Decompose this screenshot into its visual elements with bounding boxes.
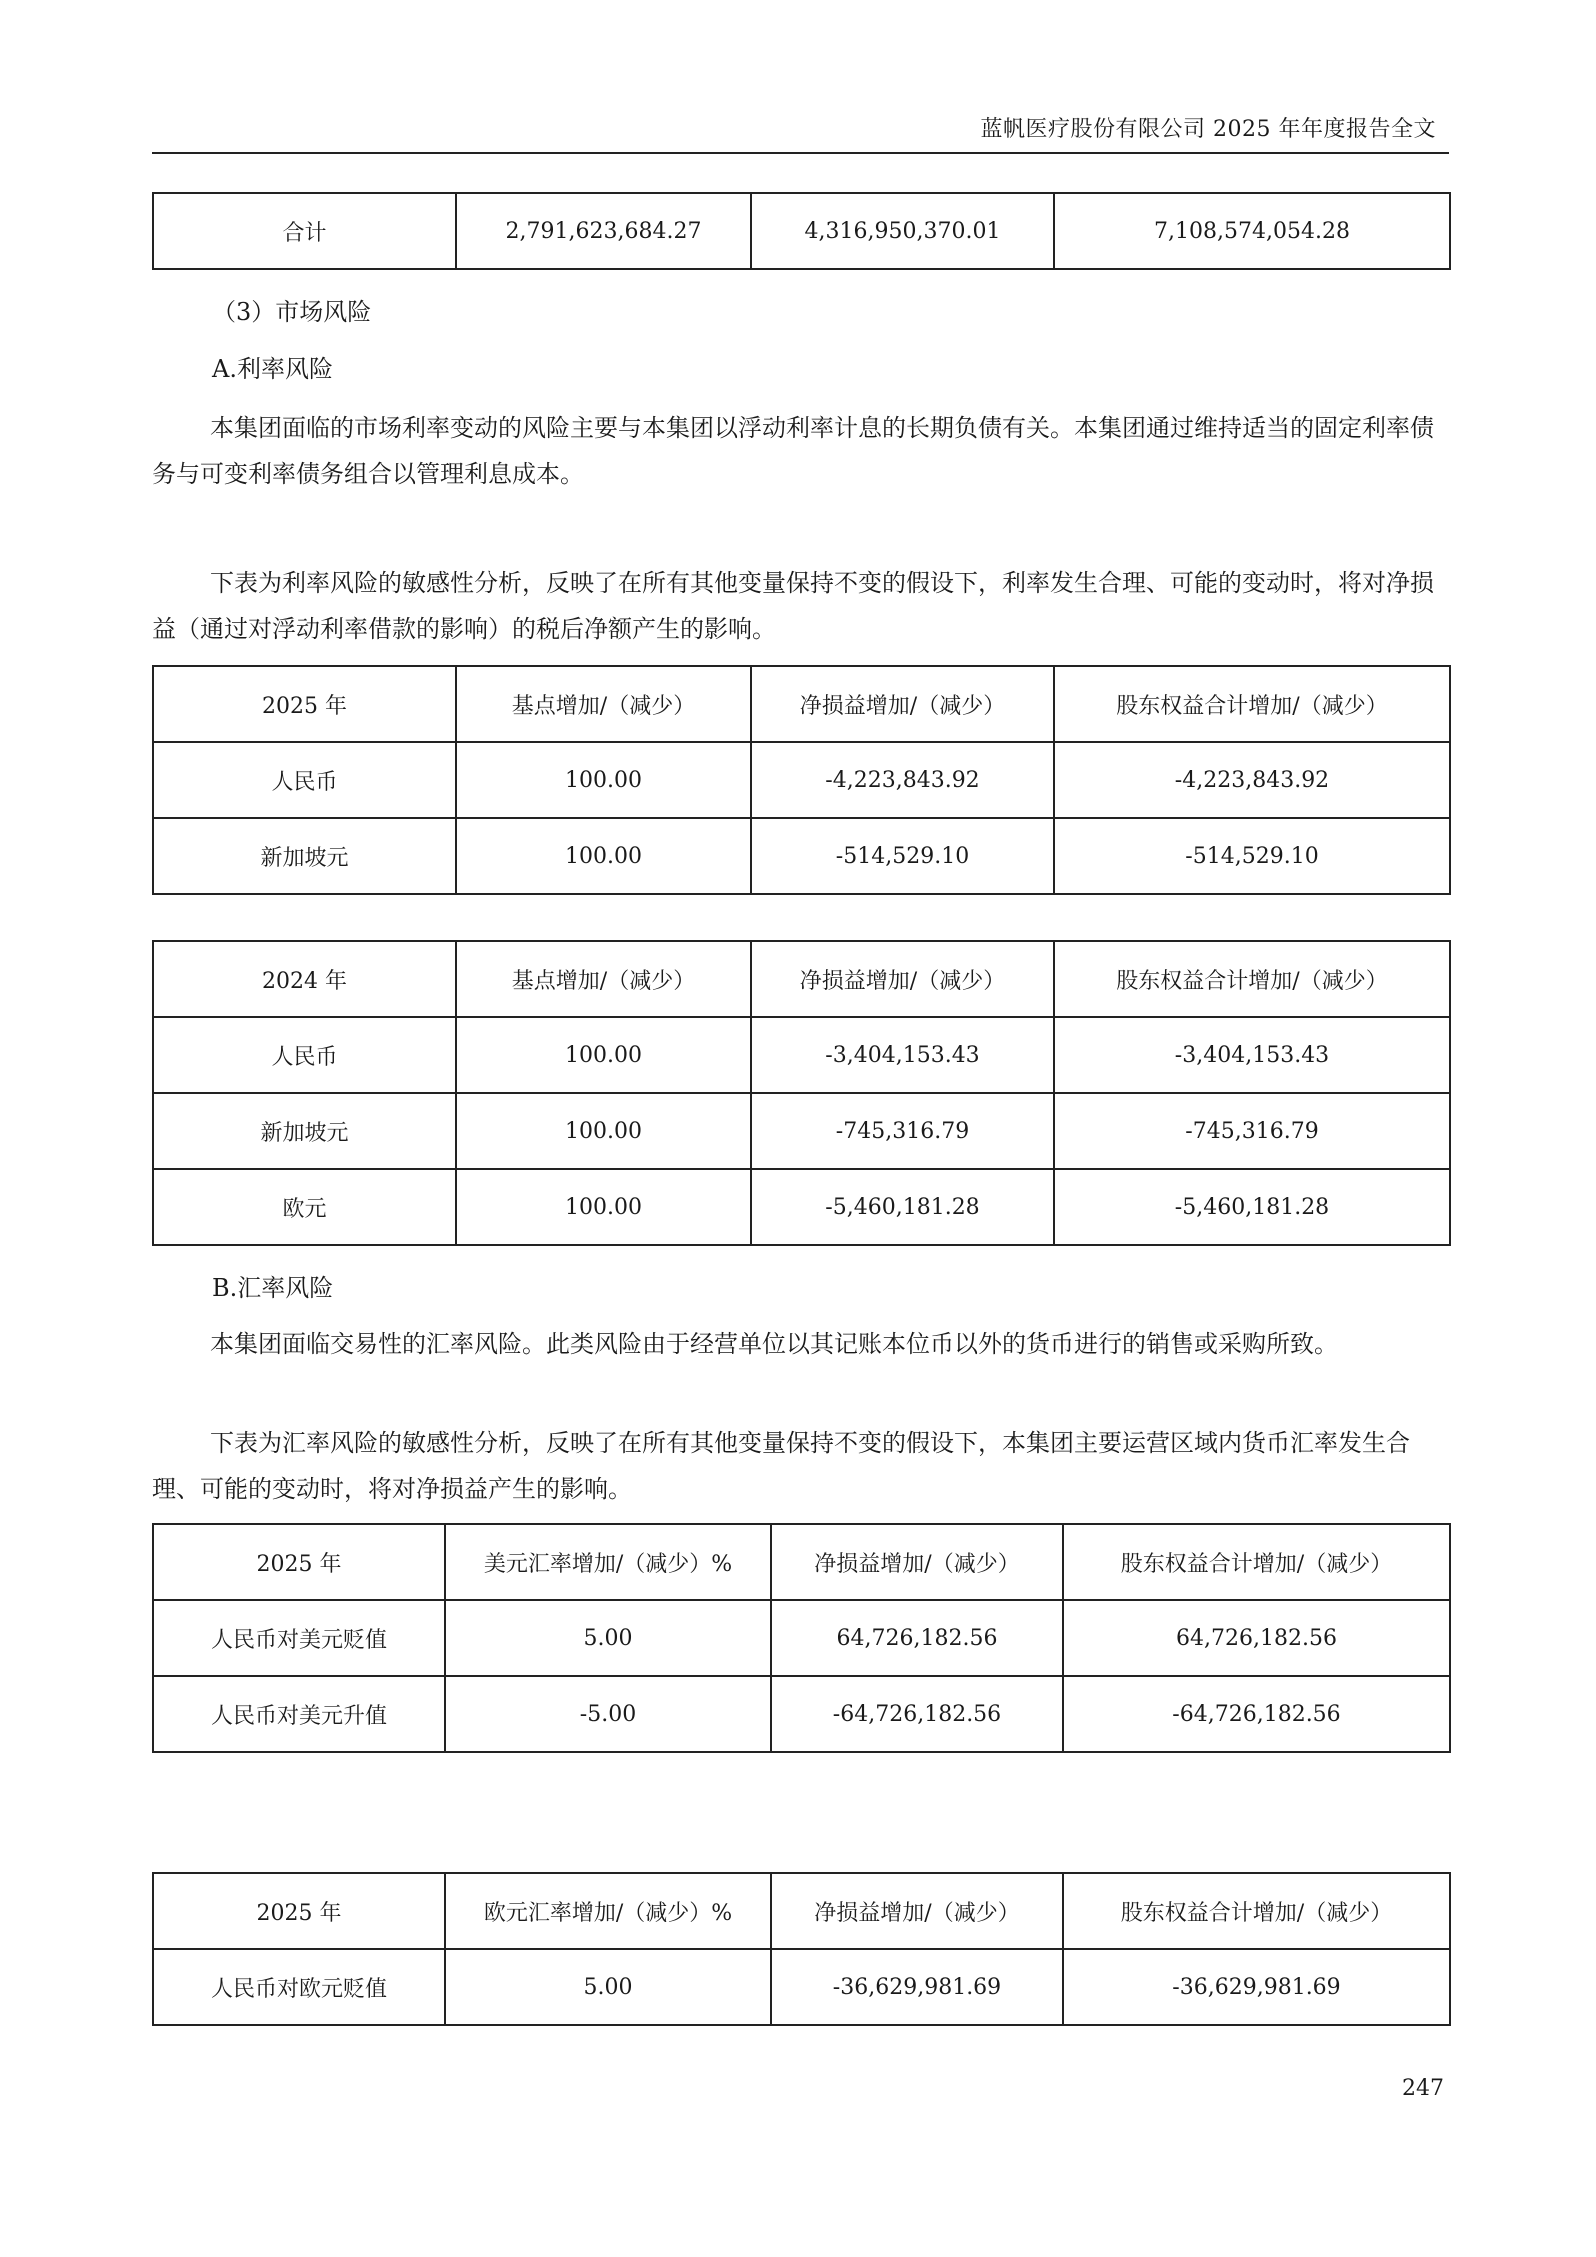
column-header: 基点增加/（减少）	[456, 666, 751, 742]
table-row	[153, 1093, 1450, 1169]
header-rule	[152, 152, 1449, 154]
table-row	[153, 1949, 1450, 2025]
column-header: 2024 年	[153, 941, 456, 1017]
table-cell: 人民币	[153, 1017, 456, 1093]
table-cell: 7,108,574,054.28	[1054, 193, 1450, 269]
table-cell: 100.00	[456, 1169, 751, 1245]
table-cell: -745,316.79	[751, 1093, 1054, 1169]
column-header: 股东权益合计增加/（减少）	[1063, 1524, 1450, 1600]
column-header: 股东权益合计增加/（减少）	[1063, 1873, 1450, 1949]
column-header: 欧元汇率增加/（减少）%	[445, 1873, 771, 1949]
table-cell: 64,726,182.56	[1063, 1600, 1450, 1676]
total-label-cell: 合计	[153, 193, 456, 269]
table-cell: -4,223,843.92	[751, 742, 1054, 818]
fx-usd-sensitivity-table-2025	[152, 1523, 1451, 1753]
column-header: 2025 年	[153, 1873, 445, 1949]
column-header: 基点增加/（减少）	[456, 941, 751, 1017]
column-header: 美元汇率增加/（减少）%	[445, 1524, 771, 1600]
total-table	[152, 192, 1451, 270]
fx-eur-sensitivity-table-2025	[152, 1872, 1451, 2026]
table-row	[153, 1017, 1450, 1093]
column-header: 净损益增加/（减少）	[751, 941, 1054, 1017]
table-cell: -36,629,981.69	[1063, 1949, 1450, 2025]
interest-sensitivity-table-2024	[152, 940, 1451, 1246]
table-cell: 64,726,182.56	[771, 1600, 1063, 1676]
interest-sensitivity-paragraph: 下表为利率风险的敏感性分析，反映了在所有其他变量保持不变的假设下，利率发生合理、可能的变动时，将对净损益（通过对浮动利率借款的影响）的税后净额产生的影响。	[152, 569, 1434, 643]
column-header: 净损益增加/（减少）	[771, 1524, 1063, 1600]
table-cell: 欧元	[153, 1169, 456, 1245]
subsection-heading-fx-risk: B.汇率风险	[212, 1274, 334, 1302]
page-number: 247	[1402, 2076, 1444, 2101]
column-header: 净损益增加/（减少）	[751, 666, 1054, 742]
table-header-row	[153, 1873, 1450, 1949]
table-cell: -514,529.10	[1054, 818, 1450, 894]
table-cell: 人民币对美元升值	[153, 1676, 445, 1752]
table-cell: 100.00	[456, 1093, 751, 1169]
table-cell: -3,404,153.43	[751, 1017, 1054, 1093]
table-cell: 4,316,950,370.01	[751, 193, 1054, 269]
fx-risk-paragraph: 本集团面临交易性的汇率风险。此类风险由于经营单位以其记账本位币以外的货币进行的销售或采购所致。	[210, 1330, 1338, 1358]
table-cell: -36,629,981.69	[771, 1949, 1063, 2025]
interest-risk-paragraph: 本集团面临的市场利率变动的风险主要与本集团以浮动利率计息的长期负债有关。本集团通过维持适当的固定利率债务与可变利率债务组合以管理利息成本。	[152, 414, 1434, 488]
fx-sensitivity-paragraph: 下表为汇率风险的敏感性分析，反映了在所有其他变量保持不变的假设下，本集团主要运营区域内货币汇率发生合理、可能的变动时，将对净损益产生的影响。	[152, 1429, 1410, 1503]
table-row	[153, 1676, 1450, 1752]
table-cell: 5.00	[445, 1600, 771, 1676]
report-header-title: 蓝帆医疗股份有限公司 2025 年年度报告全文	[980, 117, 1436, 142]
table-cell: -5,460,181.28	[751, 1169, 1054, 1245]
table-cell: -64,726,182.56	[1063, 1676, 1450, 1752]
column-header: 净损益增加/（减少）	[771, 1873, 1063, 1949]
interest-sensitivity-table-2025	[152, 665, 1451, 895]
table-header-row	[153, 666, 1450, 742]
table-cell: -64,726,182.56	[771, 1676, 1063, 1752]
table-cell: -514,529.10	[751, 818, 1054, 894]
table-row	[153, 193, 1450, 269]
column-header: 股东权益合计增加/（减少）	[1054, 666, 1450, 742]
table-cell: 100.00	[456, 818, 751, 894]
table-cell: 5.00	[445, 1949, 771, 2025]
column-header: 2025 年	[153, 1524, 445, 1600]
table-cell: -745,316.79	[1054, 1093, 1450, 1169]
table-cell: 100.00	[456, 1017, 751, 1093]
column-header: 股东权益合计增加/（减少）	[1054, 941, 1450, 1017]
table-cell: 新加坡元	[153, 1093, 456, 1169]
table-cell: -3,404,153.43	[1054, 1017, 1450, 1093]
table-cell: 2,791,623,684.27	[456, 193, 751, 269]
table-cell: -5,460,181.28	[1054, 1169, 1450, 1245]
table-cell: -4,223,843.92	[1054, 742, 1450, 818]
table-row	[153, 1600, 1450, 1676]
table-cell: 新加坡元	[153, 818, 456, 894]
table-cell: -5.00	[445, 1676, 771, 1752]
table-cell: 100.00	[456, 742, 751, 818]
table-header-row	[153, 1524, 1450, 1600]
subsection-heading-interest-risk: A.利率风险	[212, 355, 333, 383]
table-row	[153, 742, 1450, 818]
section-heading-market-risk: （3）市场风险	[212, 298, 372, 326]
column-header: 2025 年	[153, 666, 456, 742]
table-row	[153, 1169, 1450, 1245]
table-cell: 人民币对美元贬值	[153, 1600, 445, 1676]
table-header-row	[153, 941, 1450, 1017]
table-row	[153, 818, 1450, 894]
table-cell: 人民币	[153, 742, 456, 818]
table-cell: 人民币对欧元贬值	[153, 1949, 445, 2025]
